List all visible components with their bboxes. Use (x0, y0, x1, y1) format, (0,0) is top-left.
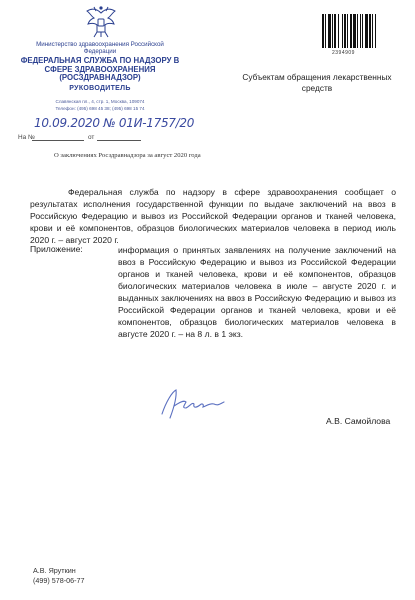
service-name: ФЕДЕРАЛЬНАЯ СЛУЖБА ПО НАДЗОРУ В СФЕРЕ ЗДРАВООХРАНЕНИЯ (РОСЗДРАВНАДЗОР) (20, 56, 180, 83)
registration-date-number: 10.09.2020 № 01И-1757/20 (34, 116, 195, 130)
reference-date-line (97, 140, 141, 141)
leader-title: РУКОВОДИТЕЛЬ (69, 85, 131, 92)
reference-number-line (32, 140, 84, 141)
reference-date-label: от (88, 134, 95, 141)
appendix-label: Приложение: (30, 244, 83, 254)
barcode-number: 2394909 (332, 50, 355, 56)
body-paragraph: Федеральная служба по надзору в сфере здравоохранения сообщает о результатах исполнения государственной функции по выдаче заключений на ввоз в Российскую Федерацию и вывоз из Российской Федерации органов и тканей человека, крови и её компонентов, образцов биологических материалов человека в период июль 2020 г. – август 2020 г. (30, 187, 396, 245)
letterhead-phone: Телефон: (495) 698 45 38; (495) 698 15 74 (55, 105, 145, 111)
reference-number-label: На № (18, 134, 35, 141)
executor-info (33, 566, 85, 585)
executor-name: А.В. Яруткин (33, 566, 76, 575)
handwritten-signature-icon (158, 384, 228, 424)
executor-phone: (499) 578-06-77 (33, 575, 85, 585)
barcode-icon (322, 14, 392, 48)
appendix-text: информация о принятых заявлениях на получение заключений на ввоз в Российскую Федерацию и вывоз из Российской Федерации органов и тканей человека, крови и её компонентов, образцов биологических материалов человека в июле – августе 2020 г. и выданных заключениях на ввоз в Российскую Федерацию и вывоз из Российской Федерации органов и тканей человека, крови и её компонентов, образцов биологических материалов человека в августе 2020 г. – на 8 л. в 1 экз. (118, 245, 396, 339)
double-headed-eagle-emblem-icon (82, 5, 120, 39)
letterhead-address: Славянская пл., 4, стр. 1, Москва, 109074 (55, 99, 145, 104)
letter-body (30, 186, 396, 246)
ministry-name: Министерство здравоохранения Российской Федерации (36, 41, 164, 55)
letterhead-contacts (20, 99, 180, 112)
signer-name: А.В. Самойлова (326, 416, 391, 426)
letter-subject: О заключениях Росздравнадзора за август 2020 года (54, 152, 201, 159)
recipient: Субъектам обращения лекарственных средств (242, 72, 392, 93)
